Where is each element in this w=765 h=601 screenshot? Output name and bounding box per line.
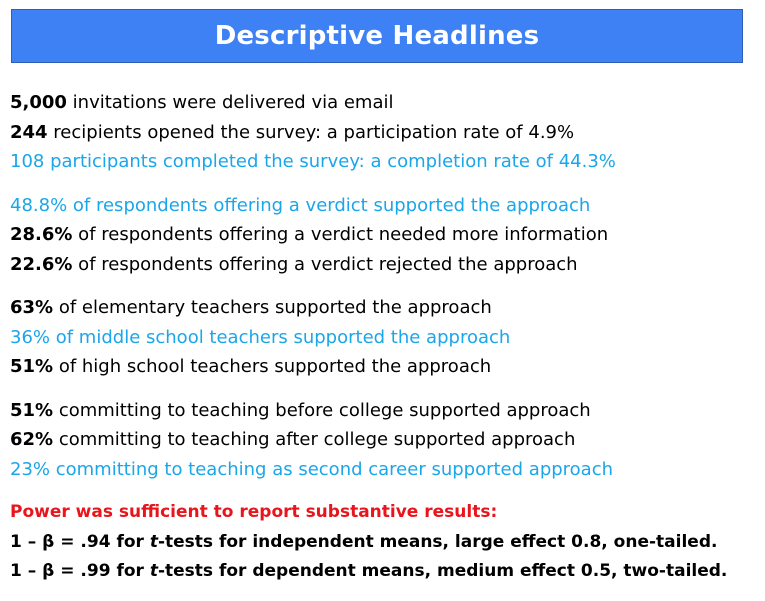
power-heading: Power was sufficient to report substantive results: [10,502,498,522]
power-stat-line: 1 – β = .99 for t-tests for dependent means, medium effect 0.5, two-tailed. [10,561,728,581]
headlines-content [10,88,760,601]
survey-response-group [10,88,760,177]
list-item-highlighted: 108 participants completed the survey: a completion rate of 44.3% [10,151,616,172]
teacher-level-group [10,293,760,382]
list-item: 51% committing to teaching before college supported approach [10,399,591,421]
verdict-group [10,191,760,280]
list-item: 244 recipients opened the survey: a participation rate of 4.9% [10,121,575,143]
power-analysis-group [10,498,760,587]
power-stat-line: 1 – β = .94 for t-tests for independent means, large effect 0.8, one-tailed. [10,531,718,552]
title-banner [11,9,743,63]
page-title: Descriptive Headlines [214,21,540,51]
list-item: 63% of elementary teachers supported the approach [10,297,492,318]
list-item: 51% of high school teachers supported the approach [10,356,492,377]
list-item-highlighted: 36% of middle school teachers supported the approach [10,326,511,348]
list-item: 22.6% of respondents offering a verdict rejected the approach [10,253,578,275]
list-item-highlighted: 23% committing to teaching as second career supported approach [10,458,614,480]
list-item: 62% committing to teaching after college supported approach [10,429,576,450]
list-item: 28.6% of respondents offering a verdict needed more information [10,224,609,245]
list-item-highlighted: 48.8% of respondents offering a verdict supported the approach [10,194,591,216]
list-item: 5,000 invitations were delivered via email [10,92,394,113]
career-timing-group [10,396,760,485]
